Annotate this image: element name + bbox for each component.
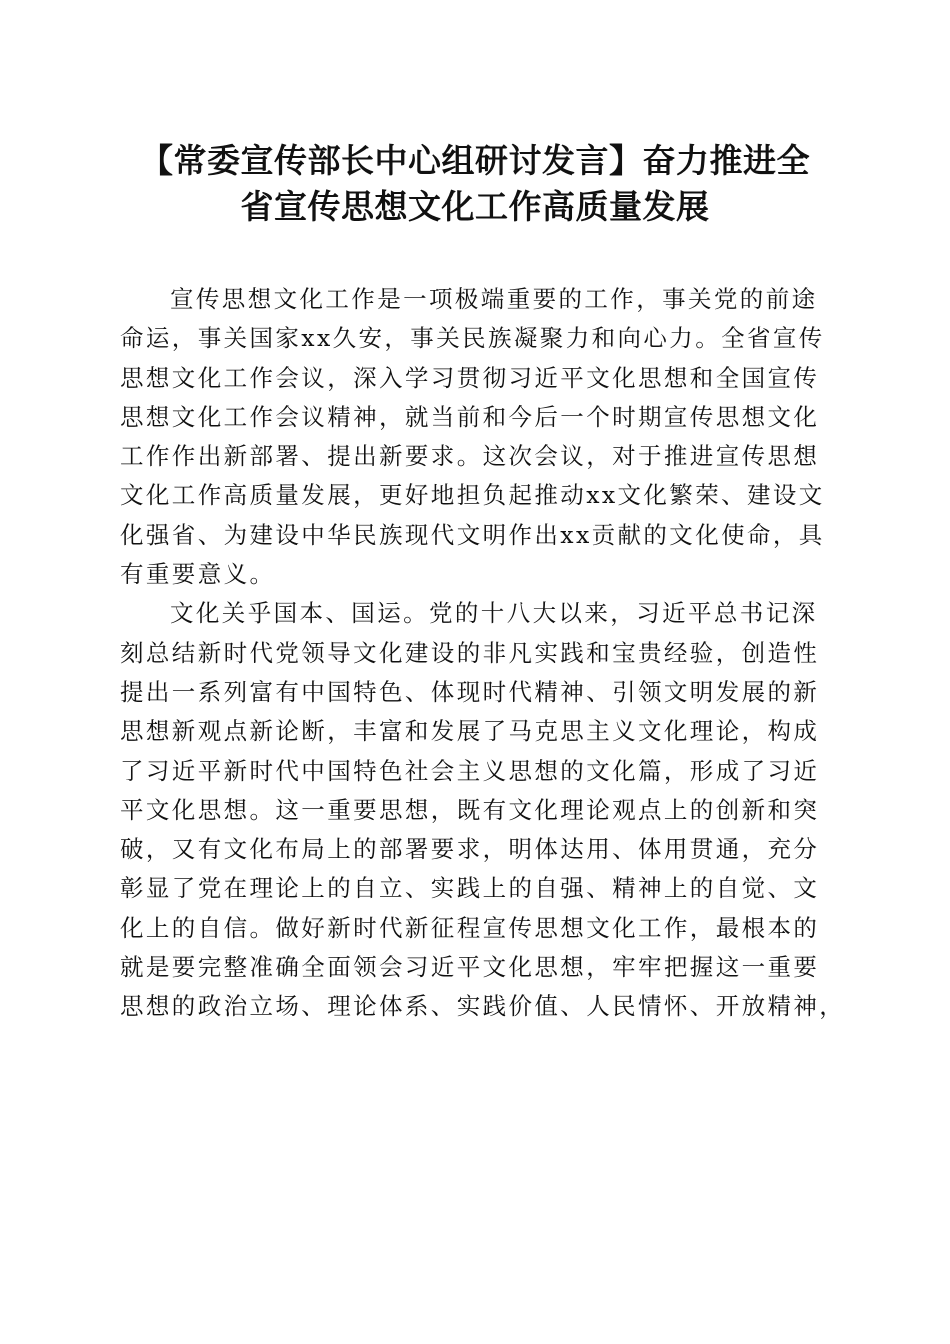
text-line: 就是要完整准确全面领会习近平文化思想，牢牢把握这一重要 (120, 953, 820, 982)
text-line: 文化工作高质量发展，更好地担负起推动xx文化繁荣、建设文 (120, 481, 825, 510)
text-line: 思想文化工作会议，深入学习贯彻习近平文化思想和全国宣传 (120, 363, 820, 392)
text-line: 宣传思想文化工作是一项极端重要的工作，事关党的前途 (170, 285, 818, 313)
text-line: 化强省、为建设中华民族现代文明作出xx贡献的文化使命，具 (120, 520, 825, 549)
title-line: 省宣传思想文化工作高质量发展 (240, 187, 710, 226)
document-title (120, 138, 830, 230)
text-line: 有重要意义。 (120, 560, 276, 589)
text-line: 思想新观点新论断，丰富和发展了马克思主义文化理论，构成 (120, 717, 820, 746)
title-line: 【常委宣传部长中心组研讨发言】奋力推进全 (140, 141, 810, 180)
text-line: 破，又有文化布局上的部署要求，明体达用、体用贯通，充分 (120, 835, 820, 864)
text-line: 平文化思想。这一重要思想，既有文化理论观点上的创新和突 (120, 795, 820, 824)
text-line: 了习近平新时代中国特色社会主义思想的文化篇，形成了习近 (120, 756, 820, 785)
text-line: 化上的自信。做好新时代新征程宣传思想文化工作，最根本的 (120, 913, 820, 942)
text-line: 工作作出新部署、提出新要求。这次会议，对于推进宣传思想 (120, 442, 820, 471)
text-line: 提出一系列富有中国特色、体现时代精神、引领文明发展的新 (120, 677, 820, 706)
text-line: 思想文化工作会议精神，就当前和今后一个时期宣传思想文化 (120, 402, 820, 431)
text-line: 彰显了党在理论上的自立、实践上的自强、精神上的自觉、文 (120, 874, 820, 903)
text-line: 刻总结新时代党领导文化建设的非凡实践和宝贵经验，创造性 (120, 638, 820, 667)
document-body (120, 280, 846, 1027)
text-line: 文化关乎国本、国运。党的十八大以来，习近平总书记深 (170, 599, 818, 628)
text-line: 思想的政治立场、理论体系、实践价值、人民情怀、开放精神， (120, 992, 846, 1021)
text-line: 命运，事关国家xx久安，事关民族凝聚力和向心力。全省宣传 (120, 324, 825, 353)
paragraph-1 (120, 280, 830, 594)
paragraph-2 (120, 594, 846, 1026)
